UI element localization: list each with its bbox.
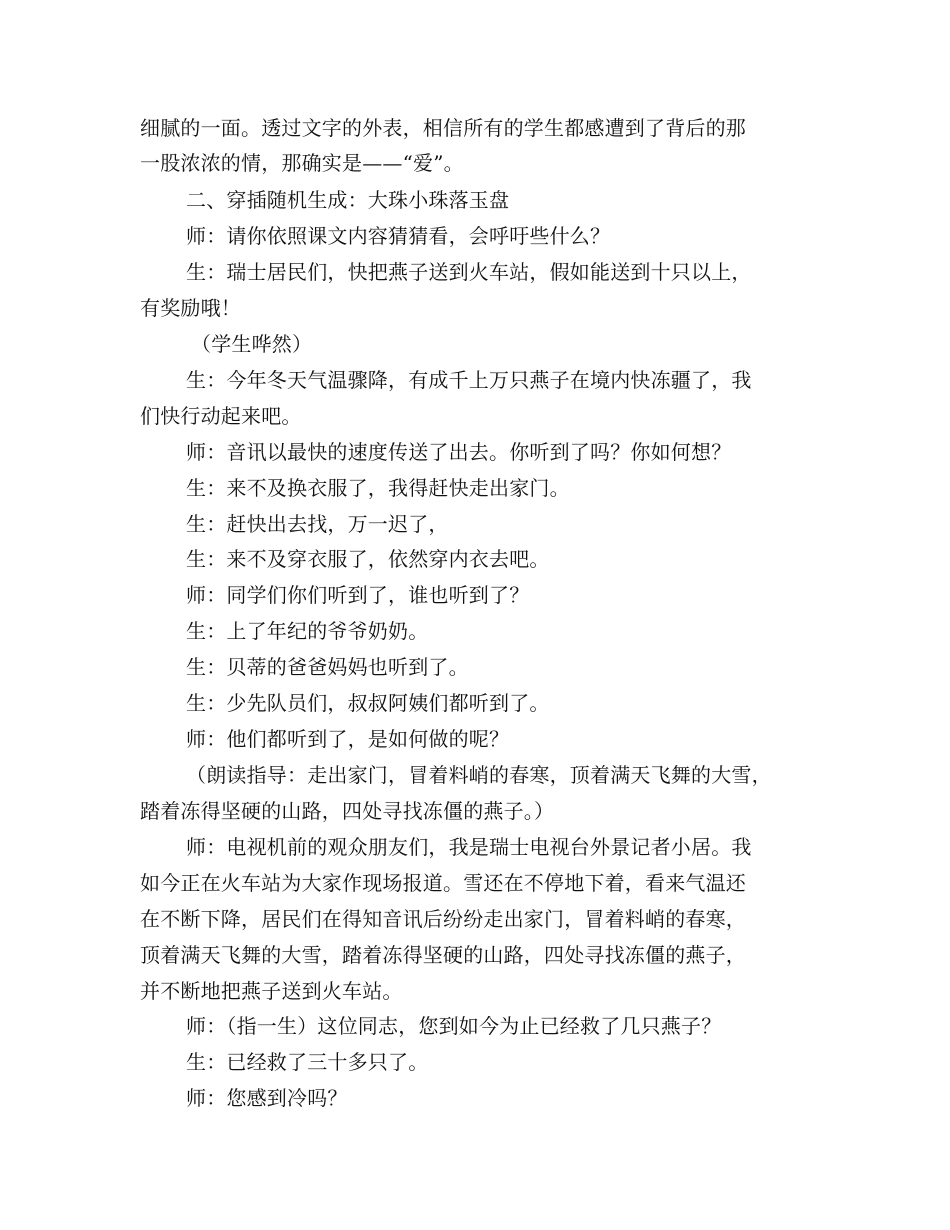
text-line: 们快行动起来吧。 (140, 404, 302, 428)
text-line: 生：上了年纪的爷爷奶奶。 (186, 619, 429, 643)
text-line: 师：请你依照课文内容猜猜看，会呼吁些什么？ (186, 224, 611, 248)
text-line: 师：同学们你们听到了，谁也听到了？ (186, 583, 530, 607)
text-line: （朗读指导：走出家门，冒着料峭的春寒，顶着满天飞舞的大雪， (186, 763, 772, 787)
text-line: 一股浓浓的情，那确实是——“爱”。 (140, 151, 464, 175)
text-line: （学生哗然） (191, 332, 313, 356)
text-line: 生：贝蒂的爸爸妈妈也听到了。 (186, 655, 469, 679)
text-line: 如今正在火车站为大家作现场报道。雪还在不停地下着，看来气温还 (140, 871, 746, 895)
text-line: 生：少先队员们，叔叔阿姨们都听到了。 (186, 691, 550, 715)
text-line: 生：今年冬天气温骤降，有成千上万只燕子在境内快冻疆了，我 (186, 368, 752, 392)
section-heading: 二、穿插随机生成：大珠小珠落玉盘 (186, 188, 510, 212)
text-line: 师：音讯以最快的速度传送了出去。你听到了吗？你如何想？ (186, 440, 732, 464)
text-line: 细腻的一面。透过文字的外表，相信所有的学生都感遭到了背后的那 (140, 116, 746, 140)
text-line: 师：电视机前的观众朋友们，我是瑞士电视台外景记者小居。我 (186, 835, 752, 859)
text-line: 生：赶快出去找，万一迟了， (186, 512, 449, 536)
text-line: 有奖励哦！ (140, 296, 241, 320)
text-line: 并不断地把燕子送到火车站。 (140, 979, 403, 1003)
text-line: 师：他们都听到了，是如何做的呢？ (186, 727, 510, 751)
text-line: 师：您感到冷吗？ (186, 1086, 348, 1110)
text-line: 生：来不及换衣服了，我得赶快走出家门。 (186, 476, 570, 500)
text-line: 顶着满天飞舞的大雪，踏着冻得坚硬的山路，四处寻找冻僵的燕子， (140, 943, 746, 967)
text-line: 在不断下降，居民们在得知音讯后纷纷走出家门，冒着料峭的春寒， (140, 907, 746, 931)
text-line: 生：来不及穿衣服了，依然穿内衣去吧。 (186, 547, 550, 571)
text-line: 师：（指一生）这位同志，您到如今为止已经救了几只燕子？ (186, 1014, 722, 1038)
text-line: 生：瑞士居民们，快把燕子送到火车站，假如能送到十只以上， (186, 260, 752, 284)
text-line: 生：已经救了三十多只了。 (186, 1050, 429, 1074)
text-line: 踏着冻得坚硬的山路，四处寻找冻僵的燕子。） (140, 799, 555, 823)
